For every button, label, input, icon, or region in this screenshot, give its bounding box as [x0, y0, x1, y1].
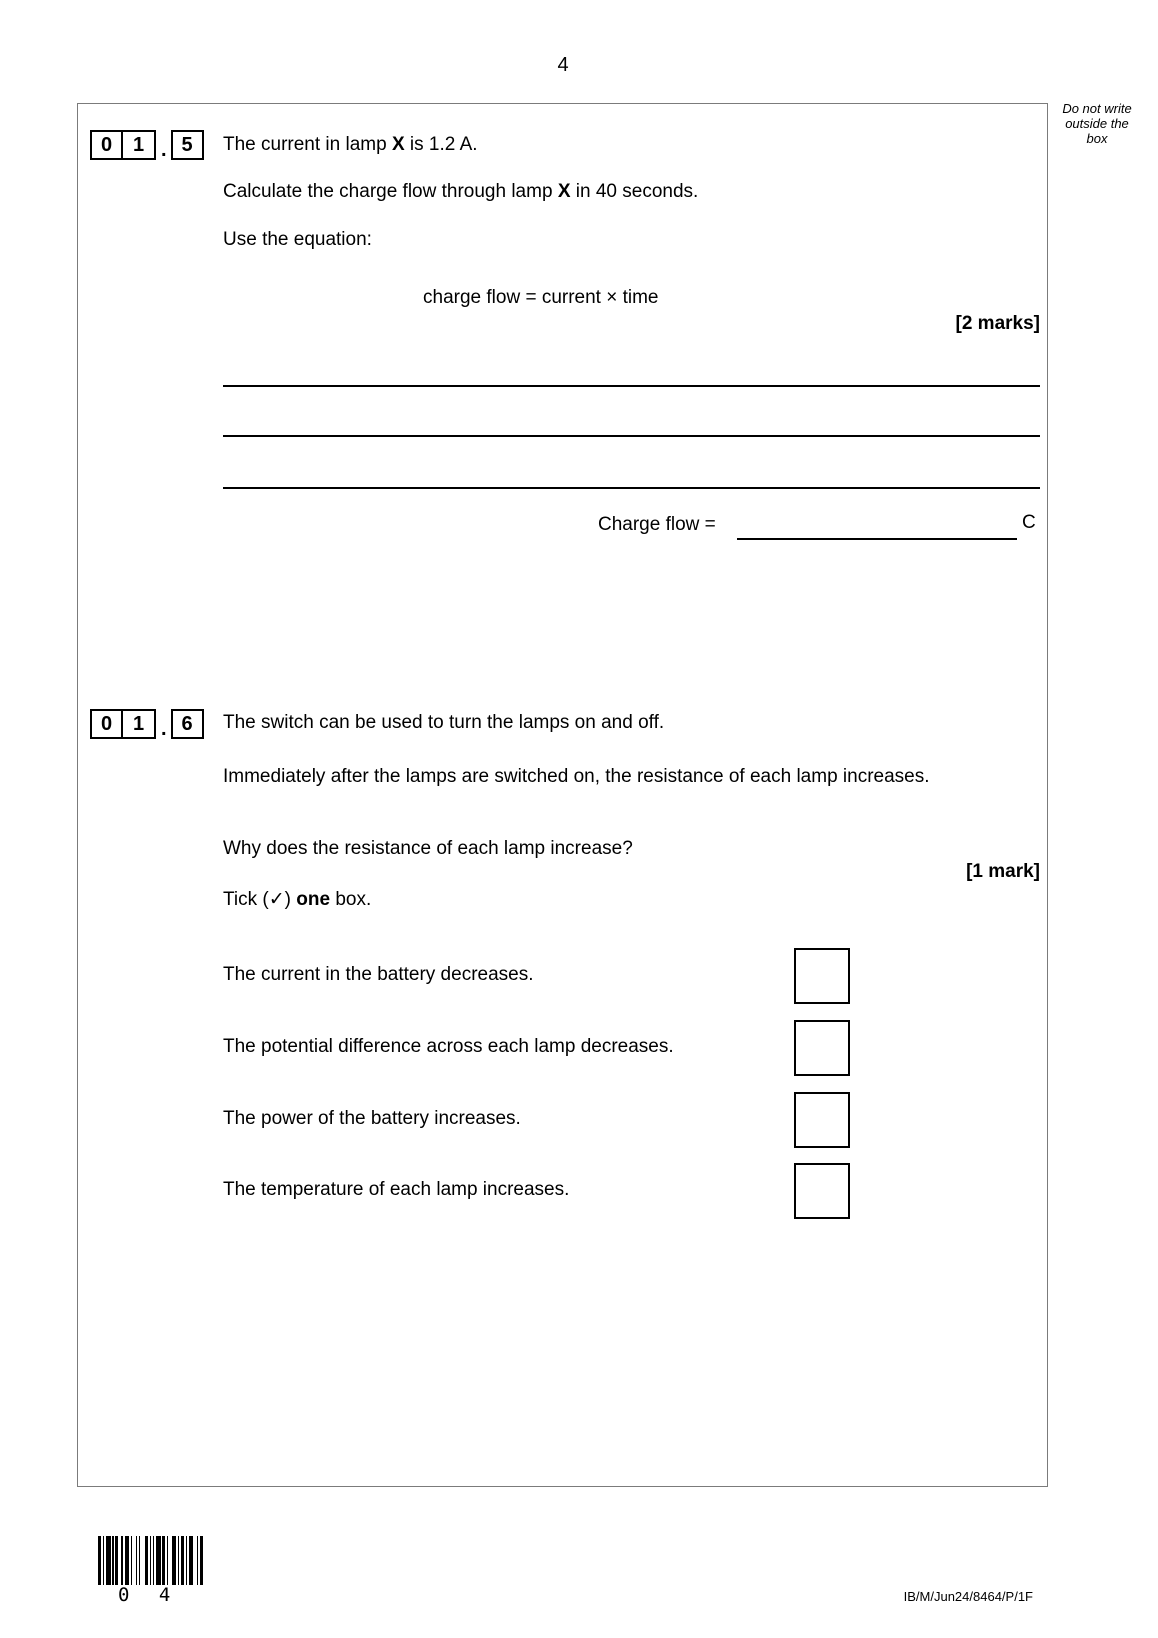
question-number-digit: 6: [171, 709, 204, 739]
question-number-01-6: [90, 709, 204, 739]
q16-tick-instruction: Tick (✓) one box.: [223, 889, 372, 910]
do-not-write-note-line: box: [1086, 131, 1108, 146]
question-number-01-5: [90, 130, 204, 160]
answer-line-2[interactable]: [223, 435, 1040, 437]
option-checkbox-1[interactable]: [794, 948, 850, 1004]
page-number: 4: [557, 54, 569, 76]
charge-flow-label: Charge flow =: [598, 514, 716, 535]
paper-reference-code: IB/M/Jun24/8464/P/1F: [903, 1589, 1033, 1604]
option-label-4: The temperature of each lamp increases.: [223, 1179, 570, 1200]
question-number-digit: 0: [90, 130, 123, 160]
q15-statement: The current in lamp X is 1.2 A.: [223, 134, 478, 155]
question-number-digit: 1: [123, 709, 156, 739]
question-number-digit: 1: [123, 130, 156, 160]
option-label-2: The potential difference across each lamp decreases.: [223, 1036, 674, 1057]
q16-statement-2: Immediately after the lamps are switched on, the resistance of each lamp increases.: [223, 766, 930, 787]
option-checkbox-3[interactable]: [794, 1092, 850, 1148]
q15-marks: [2 marks]: [955, 313, 1040, 334]
q15-use-equation: Use the equation:: [223, 229, 372, 250]
q16-statement-1: The switch can be used to turn the lamps on and off.: [223, 712, 665, 733]
option-label-1: The current in the battery decreases.: [223, 964, 534, 985]
option-label-3: The power of the battery increases.: [223, 1108, 521, 1129]
answer-line-3[interactable]: [223, 487, 1040, 489]
barcode-icon: [98, 1536, 203, 1585]
q16-question: Why does the resistance of each lamp increase?: [223, 838, 633, 859]
q15-instruction: Calculate the charge flow through lamp X in 40 seconds.: [223, 181, 699, 202]
do-not-write-note-line: outside the: [1065, 116, 1129, 131]
q16-marks: [1 mark]: [966, 861, 1040, 882]
answer-area-box: [77, 103, 1048, 1487]
option-checkbox-4[interactable]: [794, 1163, 850, 1219]
charge-flow-answer-line[interactable]: [737, 538, 1017, 540]
do-not-write-note: [1050, 101, 1144, 146]
question-number-dot: .: [161, 139, 167, 161]
question-number-digit: 5: [171, 130, 204, 160]
do-not-write-note-line: Do not write: [1062, 101, 1132, 116]
option-checkbox-2[interactable]: [794, 1020, 850, 1076]
barcode-digits: 0 4: [118, 1584, 180, 1606]
answer-line-1[interactable]: [223, 385, 1040, 387]
charge-flow-unit: C: [1022, 512, 1036, 533]
question-number-dot: .: [161, 718, 167, 740]
tick-icon: ✓: [268, 889, 285, 910]
q15-equation: charge flow = current × time: [423, 287, 659, 308]
question-number-digit: 0: [90, 709, 123, 739]
